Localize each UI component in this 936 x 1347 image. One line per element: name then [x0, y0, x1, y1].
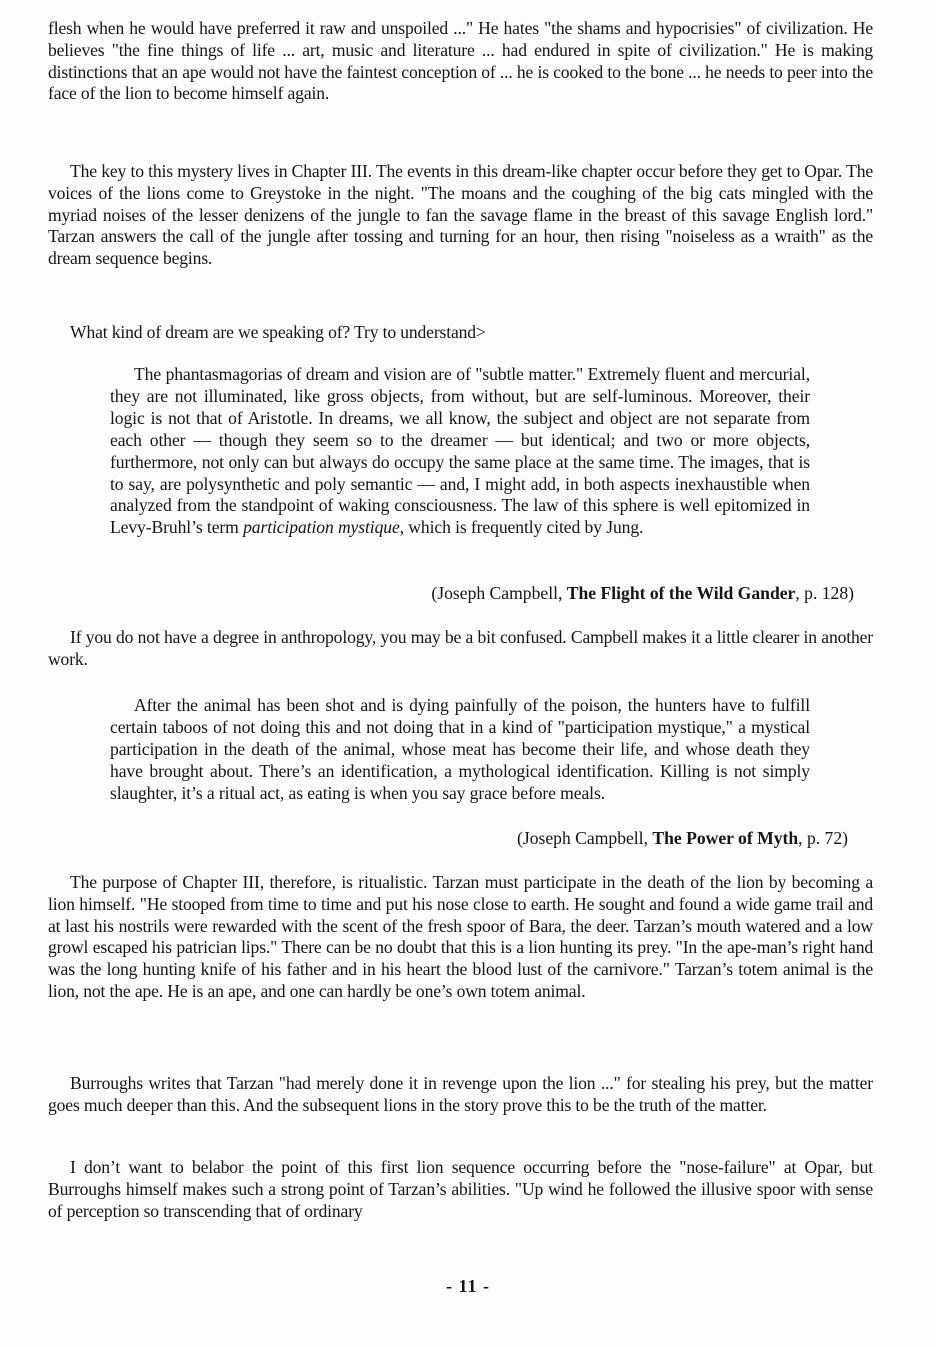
quote-1-citation: [431, 582, 854, 604]
paragraph-5: [48, 872, 873, 1003]
citation-title: The Power of Myth: [652, 828, 799, 848]
paragraph-text: flesh when he would have preferred it raw and unspoiled ..." He hates "the shams and hypocrisies" of civilization. He believes "the fine things of life ... art, music and literature ... had endured in spite of civilization." He is making distinctions that an ape would not have the faintest conception of ... he is cooked to the bone ... he needs to peer into the face of the lion to become himself again.: [48, 18, 873, 104]
paragraph-text: I don’t want to belabor the point of this first lion sequence occurring before the "nose-failure" at Opar, but Burroughs himself makes such a strong point of Tarzan’s abilities. "Up wind he followed the illusive spoor with sense of perception so transcending that of ordinary: [48, 1157, 873, 1221]
quote-text: After the animal has been shot and is dying painfully of the poison, the hunters have to fulfill certain taboos of not doing this and not doing that in a kind of "participation mystique," a mystical participation in the death of the animal, whose meat has become their life, and whose death they have brought about. There’s an identification, a mythological identification. Killing is not simply slaughter, it’s a ritual act, as eating is when you say grace before meals.: [110, 695, 810, 803]
citation-title: The Flight of the Wild Gander: [566, 583, 796, 603]
quote-text: The phantasmagorias of dream and vision are of "subtle matter." Extremely fluent and mercurial, they are not illuminated, like gross objects, from without, but are self-luminous. Moreover, their logic is not that of Aristotle. In dreams, we all know, the subject and object are not separate from each other — though they seem so to the dreamer — but identical; and two or more objects, furthermore, not only can but always do occupy the same place at the same time. The images, that is to say, are polysynthetic and poly semantic — and, I might add, in both aspects inexhaustible when analyzed from the standpoint of waking consciousness. The law of this sphere is well epitomized in Levy-Bruhl’s term: [110, 364, 810, 538]
citation-page: , p. 128): [795, 583, 854, 603]
paragraph-6: [48, 1073, 873, 1117]
page-number: - 11 -: [446, 1276, 490, 1296]
paragraph-2: [48, 161, 873, 270]
citation-author: (Joseph Campbell,: [517, 828, 653, 848]
block-quote-1: [110, 364, 810, 539]
paragraph-text: Burroughs writes that Tarzan "had merely done it in revenge upon the lion ..." for stealing his prey, but the matter goes much deeper than this. And the subsequent lions in the story prove this to be the truth of the matter.: [48, 1073, 873, 1115]
citation-author: (Joseph Campbell,: [431, 583, 567, 603]
paragraph-text: What kind of dream are we speaking of? Try to understand>: [70, 322, 486, 342]
citation-page: , p. 72): [798, 828, 848, 848]
paragraph-text: The key to this mystery lives in Chapter III. The events in this dream-like chapter occur before they get to Opar. The voices of the lions come to Greystoke in the night. "The moans and the coughing of the big cats mingled with the myriad noises of the lesser denizens of the jungle to fan the savage flame in the breast of this savage English lord." Tarzan answers the call of the jungle after tossing and turning for an hour, then rising "noiseless as a wraith" as the dream sequence begins.: [48, 161, 873, 269]
paragraph-text: If you do not have a degree in anthropology, you may be a bit confused. Campbell makes it a little clearer in another work.: [48, 627, 873, 669]
quote-italic-term: participation mystique: [243, 517, 400, 538]
paragraph-text: The purpose of Chapter III, therefore, is ritualistic. Tarzan must participate in the death of the lion by becoming a lion himself. "He stooped from time to time and put his nose close to earth. He sought and found a wide game trail and at last his nostrils were rewarded with the scent of the fresh spoor of Bara, the deer. Tarzan’s mouth watered and a low growl escaped his patrician lips." There can be no doubt that this is a lion hunting its prey. "In the ape-man’s right hand was the long hunting knife of his father and in his heart the blood lust of the carnivore." Tarzan’s totem animal is the lion, not the ape. He is an ape, and one can hardly be one’s own totem animal.: [48, 872, 873, 1001]
block-quote-2: [110, 695, 810, 805]
quote-text-end: , which is frequently cited by Jung.: [399, 517, 644, 538]
paragraph-7: [48, 1157, 873, 1222]
paragraph-3: [48, 322, 873, 344]
paragraph-1: [48, 18, 873, 105]
paragraph-4: [48, 627, 873, 671]
quote-2-citation: [517, 827, 848, 849]
